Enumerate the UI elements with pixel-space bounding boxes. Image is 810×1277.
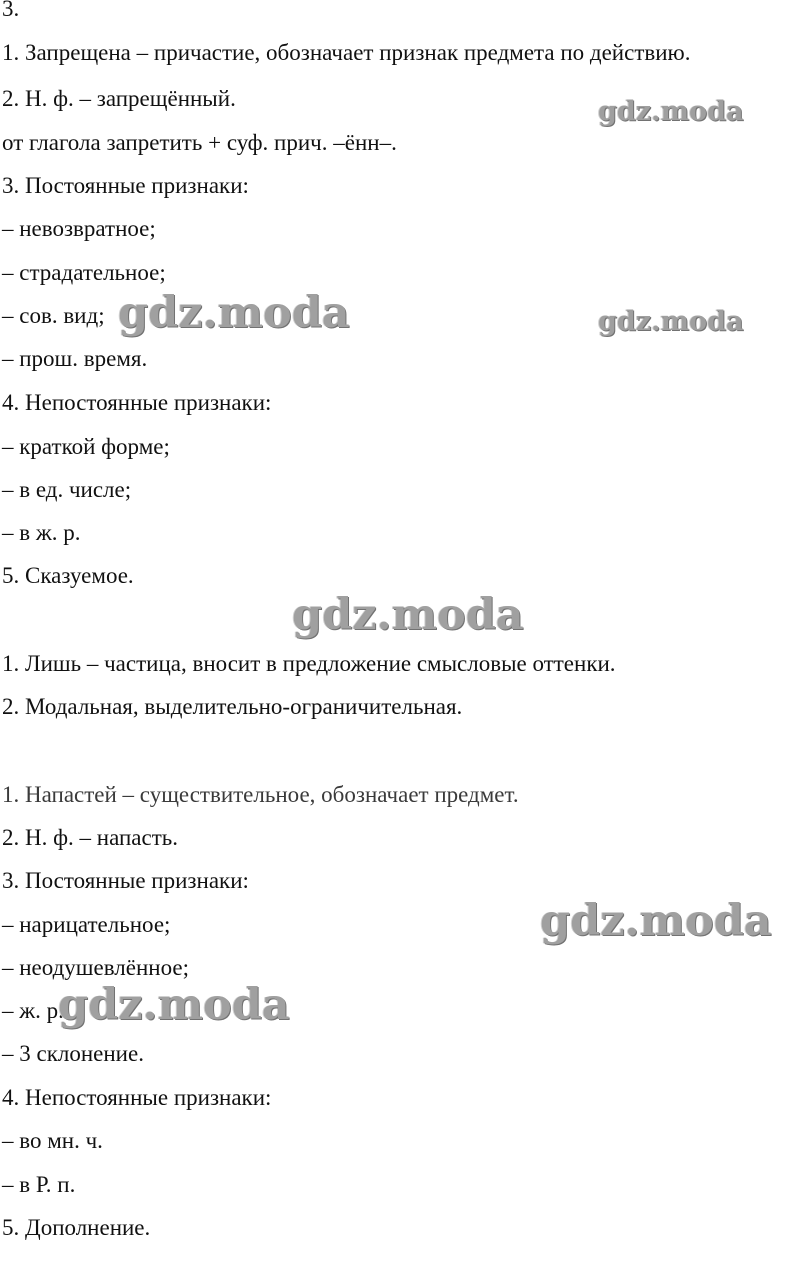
watermark-logo: gdz.moda <box>598 96 744 127</box>
text-line: 1. Напастей – существительное, обозначает предмет. <box>2 782 519 807</box>
text-line: 4. Непостоянные признаки: <box>2 1085 272 1110</box>
text-line: – страдательное; <box>2 260 166 285</box>
text-line: 3. Постоянные признаки: <box>2 173 249 198</box>
text-line: 2. Модальная, выделительно-ограничительная. <box>2 694 463 719</box>
text-line: 4. Непостоянные признаки: <box>2 390 272 415</box>
text-line: 2. Н. ф. – напасть. <box>2 825 178 850</box>
text-line: 3. Постоянные признаки: <box>2 868 249 893</box>
text-line: от глагола запретить + суф. прич. –ённ–. <box>2 130 397 155</box>
text-line: 5. Сказуемое. <box>2 563 134 588</box>
text-line: – неодушевлённое; <box>2 955 189 980</box>
text-line: 2. Н. ф. – запрещённый. <box>2 86 236 111</box>
text-line: – 3 склонение. <box>2 1041 144 1066</box>
watermark-logo: gdz.moda <box>118 288 350 338</box>
text-line: 1. Лишь – частица, вносит в предложение смысловые оттенки. <box>2 651 616 676</box>
text-line: – нарицательное; <box>2 912 171 937</box>
watermark-logo: gdz.moda <box>58 980 290 1030</box>
text-line: – в ж. р. <box>2 520 81 545</box>
watermark-logo: gdz.moda <box>598 306 744 337</box>
text-line: – во мн. ч. <box>2 1128 103 1153</box>
text-line: – прош. время. <box>2 346 148 371</box>
watermark-logo: gdz.moda <box>292 590 524 640</box>
watermark-logo: gdz.moda <box>540 896 772 946</box>
text-line: – сов. вид; <box>2 303 105 328</box>
text-line: 1. Запрещена – причастие, обозначает признак предмета по действию. <box>2 40 691 65</box>
section-number: 3. <box>2 0 20 21</box>
text-line: 5. Дополнение. <box>2 1215 151 1240</box>
text-line: – в Р. п. <box>2 1172 76 1197</box>
text-line: – краткой форме; <box>2 434 170 459</box>
text-line: – ж. р. <box>2 998 64 1023</box>
text-line: – невозвратное; <box>2 216 156 241</box>
text-line: – в ед. числе; <box>2 477 132 502</box>
